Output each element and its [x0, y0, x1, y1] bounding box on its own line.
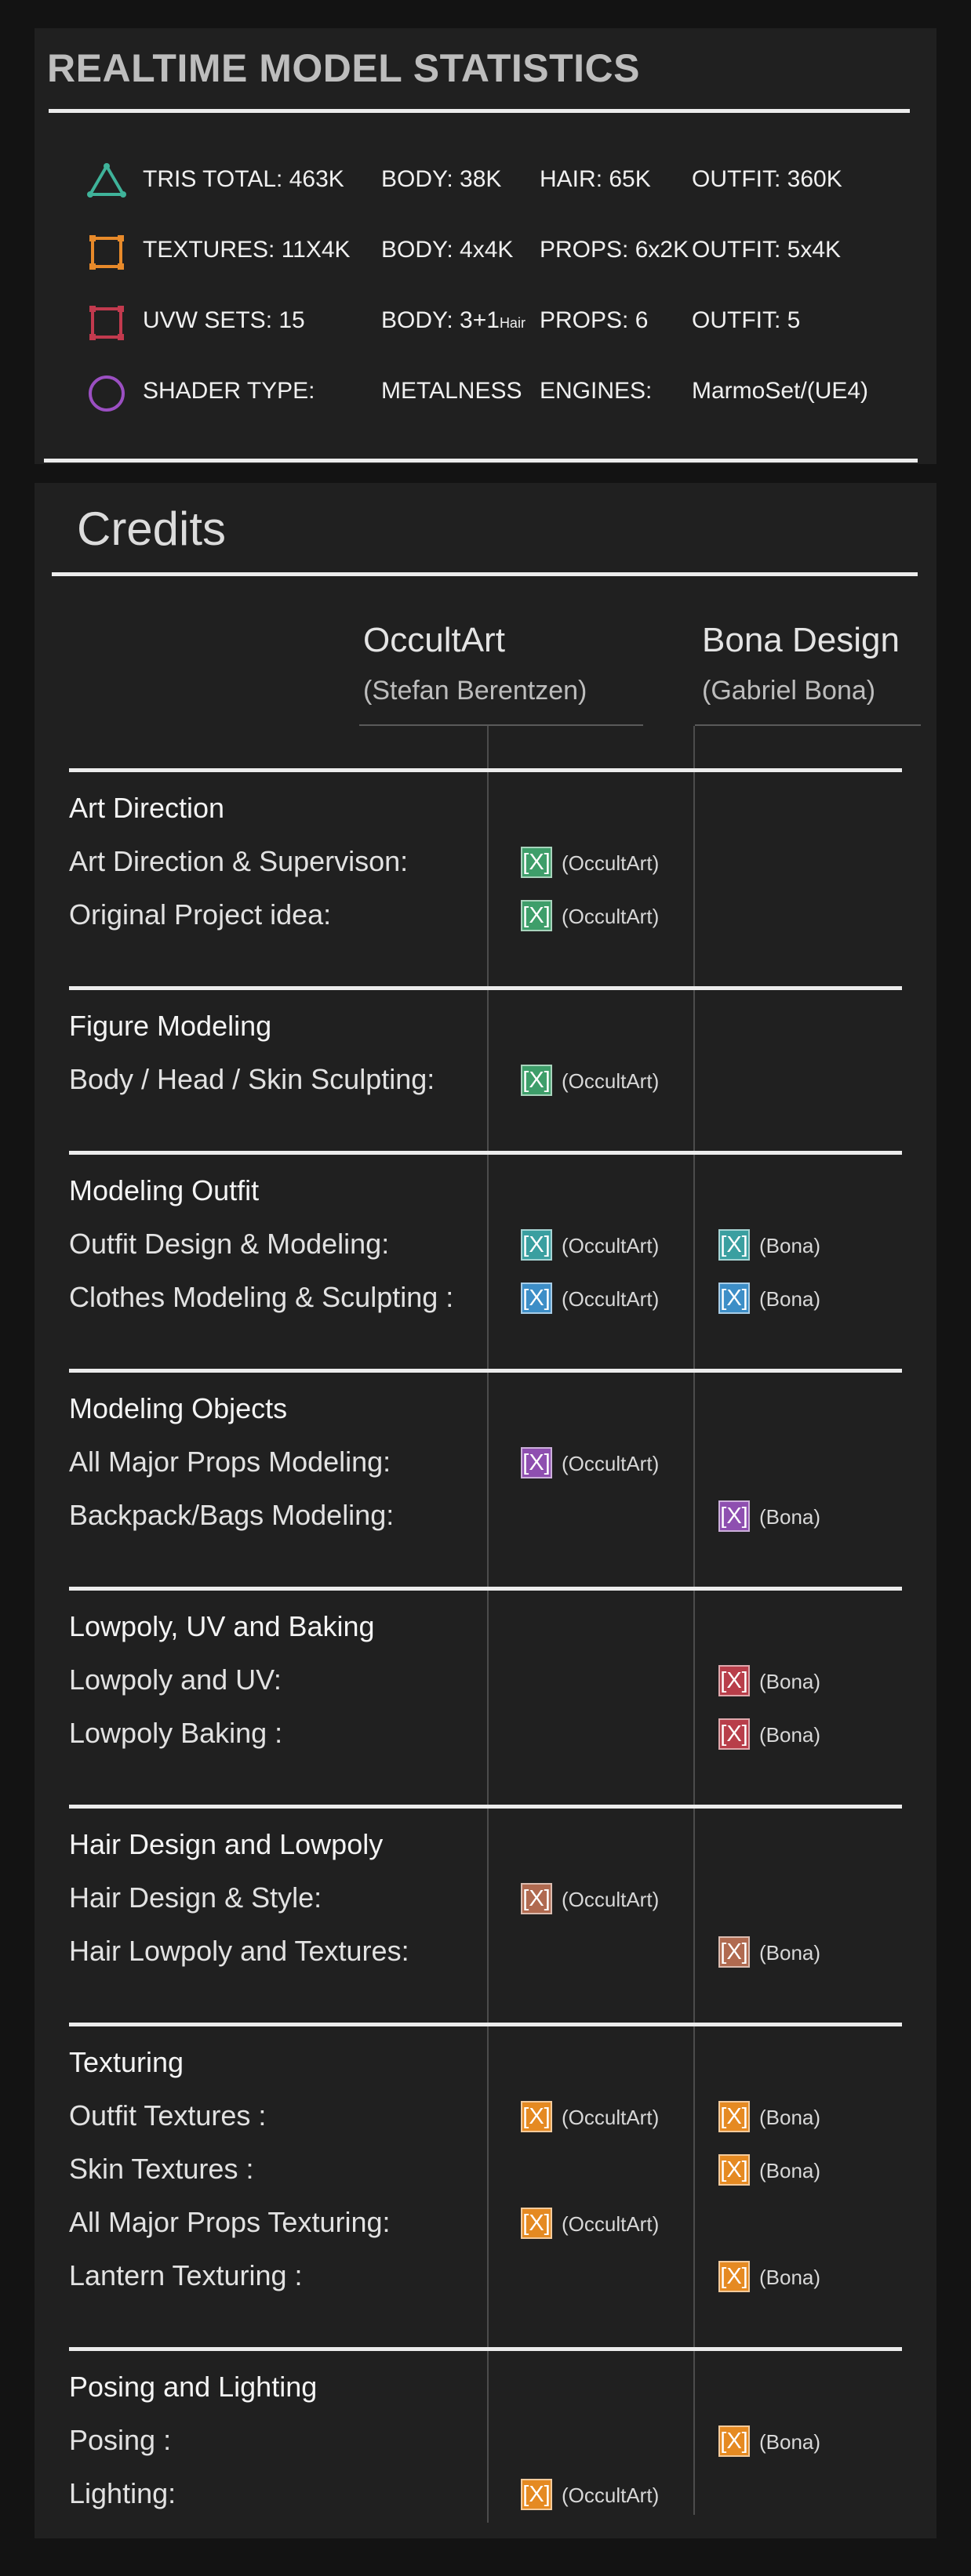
occultart-check-mark: [X] [521, 2208, 552, 2239]
bona-check-mark: [X] [718, 1718, 750, 1750]
column-bona-name: Bona Design [702, 621, 900, 659]
credits-title: Credits [77, 503, 227, 555]
stats-bottom-divider [44, 459, 918, 463]
stat-col1-c1-key: BODY [381, 307, 447, 333]
bona-credit: (Bona) [759, 2430, 821, 2454]
stat-main [143, 166, 344, 193]
credit-row-label: Skin Textures : [69, 2153, 254, 2185]
circle-icon [86, 373, 127, 418]
stat-col1-c1-val: : 3+1 [446, 307, 500, 333]
occultart-check-mark: [X] [521, 847, 552, 878]
bona-check-mark: [X] [718, 2101, 750, 2132]
stat-main-label: SHADER TYPE: [143, 378, 315, 404]
bona-check-mark: [X] [718, 2425, 750, 2457]
stat-col1-c1-key: BODY [381, 237, 447, 263]
credit-row-label: Body / Head / Skin Sculpting: [69, 1063, 435, 1095]
occultart-credit: (OccultArt) [562, 1888, 660, 1911]
bona-credit: (Bona) [759, 1505, 821, 1529]
stat-col2-c2-key: HAIR [540, 166, 596, 192]
occultart-check-mark: [X] [521, 2101, 552, 2132]
stats-panel [35, 28, 936, 464]
stat-col2-c2-key: ENGINES: [540, 378, 653, 404]
triangle-icon [86, 161, 127, 203]
bona-credit: (Bona) [759, 1670, 821, 1693]
column-occultart-sub: (Stefan Berentzen) [363, 676, 587, 706]
column-divider-left [487, 726, 489, 2523]
stat-col3 [692, 378, 868, 405]
column-divider-right [693, 726, 695, 2515]
credit-row-label: Outfit Design & Modeling: [69, 1228, 390, 1260]
stat-col2 [540, 237, 689, 263]
stats-title-divider [49, 109, 910, 113]
stat-col2-c2-val: : 6 [622, 307, 649, 333]
credit-row-label: Lowpoly and UV: [69, 1664, 282, 1696]
section-divider [69, 2023, 902, 2026]
bona-check-mark: [X] [718, 1936, 750, 1968]
credit-row-label: Original Project idea: [69, 898, 332, 931]
stat-col3-c3-val: : 5x4K [774, 237, 842, 263]
stat-main [143, 237, 351, 263]
stat-col3 [692, 237, 841, 263]
stat-col3-c3-key: OUTFIT [692, 237, 774, 263]
stat-col1 [381, 166, 501, 193]
stat-col2-c2-key: PROPS [540, 307, 623, 333]
bona-check-mark: [X] [718, 1665, 750, 1696]
occultart-credit: (OccultArt) [562, 2106, 660, 2129]
bona-credit: (Bona) [759, 2266, 821, 2289]
stat-col2-c2-val: : 65K [595, 166, 651, 192]
stat-col1-c1-key: METALNESS [381, 378, 522, 404]
column-bona-underline [695, 724, 921, 726]
stat-main-value: : 15 [265, 307, 305, 333]
credit-row-label: Lantern Texturing : [69, 2259, 303, 2291]
section-title: Lowpoly, UV and Baking [69, 1610, 375, 1642]
occultart-check-mark: [X] [521, 1283, 552, 1314]
stat-col1-c1-val: : 38K [446, 166, 502, 192]
section-divider [69, 1369, 902, 1373]
column-bona-sub: (Gabriel Bona) [702, 676, 876, 706]
occultart-check-mark: [X] [521, 1883, 552, 1914]
square-orange-icon [86, 232, 127, 277]
bona-credit: (Bona) [759, 1234, 821, 1257]
credit-row-label: All Major Props Modeling: [69, 1446, 391, 1478]
stat-col2-c2-val: : 6x2K [622, 237, 689, 263]
bona-credit: (Bona) [759, 2106, 821, 2129]
square-red-icon [86, 303, 127, 347]
credit-row-label: Lowpoly Baking : [69, 1717, 283, 1749]
credit-row-label: Hair Design & Style: [69, 1881, 322, 1914]
occultart-credit: (OccultArt) [562, 1069, 660, 1093]
stat-col3 [692, 166, 842, 193]
occultart-check-mark: [X] [521, 1447, 552, 1478]
bona-credit: (Bona) [759, 2159, 821, 2182]
occultart-check-mark: [X] [521, 1065, 552, 1096]
credit-row-label: Art Direction & Supervison: [69, 845, 409, 877]
occultart-credit: (OccultArt) [562, 2483, 660, 2507]
credit-row-label: Outfit Textures : [69, 2099, 267, 2132]
credit-row-label: Hair Lowpoly and Textures: [69, 1935, 409, 1967]
bona-check-mark: [X] [718, 2154, 750, 2186]
stat-main-label: TRIS TOTAL [143, 166, 277, 192]
section-title: Modeling Objects [69, 1392, 288, 1424]
stat-main-label: TEXTURES [143, 237, 269, 263]
section-title: Modeling Outfit [69, 1174, 260, 1206]
stat-col1-c1-small: Hair [499, 315, 526, 331]
stat-col2-c2-key: PROPS [540, 237, 623, 263]
section-divider [69, 1587, 902, 1591]
occultart-credit: (OccultArt) [562, 851, 660, 875]
section-title: Figure Modeling [69, 1010, 272, 1042]
stat-col3-c3-key: OUTFIT [692, 166, 774, 192]
stat-col1-c1-key: BODY [381, 166, 447, 192]
stat-col2 [540, 378, 652, 405]
column-occultart-name: OccultArt [363, 621, 505, 659]
bona-credit: (Bona) [759, 1723, 821, 1747]
section-title: Posing and Lighting [69, 2371, 318, 2403]
stat-col1 [381, 378, 522, 405]
stat-col1 [381, 307, 526, 334]
occultart-credit: (OccultArt) [562, 1452, 660, 1475]
bona-credit: (Bona) [759, 1287, 821, 1311]
section-divider [69, 1805, 902, 1809]
bona-check-mark: [X] [718, 1229, 750, 1261]
stat-main-value: : 463K [276, 166, 344, 192]
stat-col3 [692, 307, 800, 334]
section-divider [69, 986, 902, 990]
section-title: Art Direction [69, 792, 225, 824]
section-divider [69, 2347, 902, 2351]
credits-title-divider [52, 572, 918, 576]
credit-row-label: All Major Props Texturing: [69, 2206, 391, 2238]
bona-check-mark: [X] [718, 1283, 750, 1314]
occultart-check-mark: [X] [521, 1229, 552, 1261]
stat-col1-c1-val: : 4x4K [446, 237, 514, 263]
section-title: Hair Design and Lowpoly [69, 1828, 384, 1860]
section-divider [69, 1151, 902, 1155]
stat-col3-c3-key: OUTFIT [692, 307, 774, 333]
bona-check-mark: [X] [718, 1500, 750, 1532]
stat-main [143, 378, 315, 405]
occultart-check-mark: [X] [521, 2479, 552, 2510]
stat-main-label: UVW SETS [143, 307, 266, 333]
stat-col2 [540, 307, 648, 334]
stat-col3-c3-val: : 5 [774, 307, 801, 333]
section-title: Texturing [69, 2046, 184, 2078]
occultart-credit: (OccultArt) [562, 905, 660, 928]
stat-main [143, 307, 305, 334]
bona-check-mark: [X] [718, 2261, 750, 2292]
occultart-credit: (OccultArt) [562, 2212, 660, 2236]
stats-title: REALTIME MODEL STATISTICS [47, 46, 641, 90]
bona-credit: (Bona) [759, 1941, 821, 1965]
credit-row-label: Backpack/Bags Modeling: [69, 1499, 395, 1531]
occultart-credit: (OccultArt) [562, 1234, 660, 1257]
credit-row-label: Lighting: [69, 2477, 176, 2509]
stat-col3-c3-key: MarmoSet/(UE4) [692, 378, 869, 404]
stat-col3-c3-val: : 360K [774, 166, 842, 192]
stat-main-value: : 11X4K [268, 237, 351, 263]
stat-col2 [540, 166, 651, 193]
credits-panel [35, 483, 936, 2538]
stat-col1 [381, 237, 513, 263]
section-divider [69, 768, 902, 772]
credit-row-label: Clothes Modeling & Sculpting : [69, 1281, 454, 1313]
occultart-check-mark: [X] [521, 900, 552, 931]
column-occultart-underline [359, 724, 643, 726]
credit-row-label: Posing : [69, 2424, 172, 2456]
occultart-credit: (OccultArt) [562, 1287, 660, 1311]
